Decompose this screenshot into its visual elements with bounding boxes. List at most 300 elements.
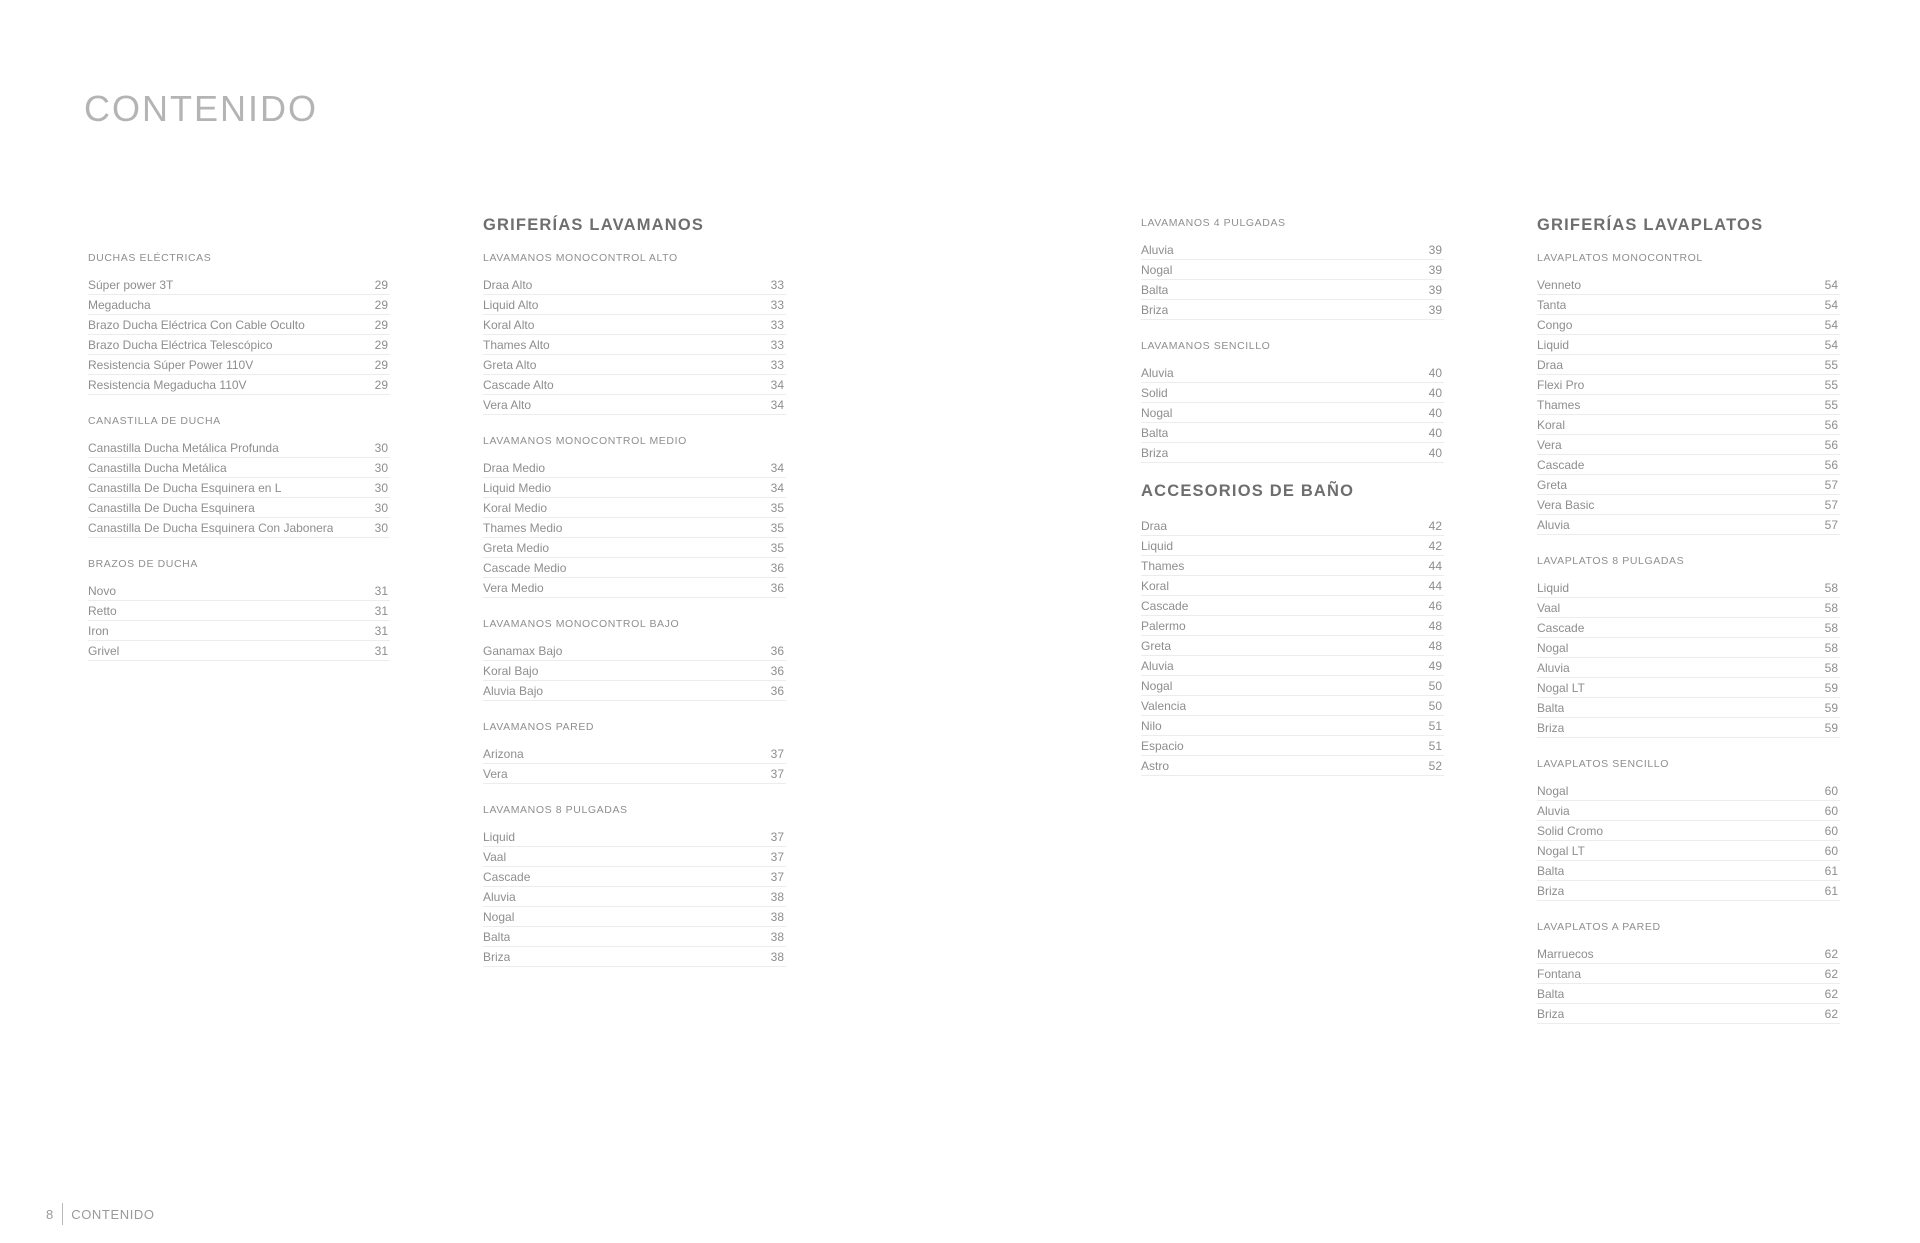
toc-entry-name: Draa [1537, 357, 1564, 372]
toc-group-title: LAVAMANOS MONOCONTROL ALTO [483, 252, 678, 264]
toc-entry[interactable] [483, 578, 786, 598]
toc-entry-name: Aluvia [1537, 803, 1570, 818]
toc-entry-name: Liquid [1537, 580, 1570, 595]
toc-entry[interactable] [1141, 423, 1444, 443]
toc-entry[interactable] [1537, 964, 1840, 984]
toc-entry-page: 37 [770, 829, 784, 844]
toc-entry-page: 52 [1428, 758, 1442, 773]
toc-entry[interactable] [88, 498, 390, 518]
toc-entry-page: 58 [1824, 640, 1838, 655]
toc-entry[interactable] [1537, 315, 1840, 335]
toc-entry-page: 58 [1824, 580, 1838, 595]
toc-entry-name: Ganamax Bajo [483, 643, 563, 658]
page-footer [46, 1203, 155, 1225]
toc-entry[interactable] [1141, 403, 1444, 423]
toc-entry-page: 29 [374, 357, 388, 372]
toc-entry-name: Draa [1141, 518, 1168, 533]
toc-entry-page: 61 [1824, 863, 1838, 878]
toc-entry[interactable] [483, 355, 786, 375]
toc-entry-page: 58 [1824, 600, 1838, 615]
toc-entry-name: Tanta [1537, 297, 1567, 312]
section-title: ACCESORIOS DE BAÑO [1141, 482, 1355, 500]
toc-entry-name: Thames Alto [483, 337, 550, 352]
toc-entry-page: 38 [770, 929, 784, 944]
toc-entry[interactable] [1537, 984, 1840, 1004]
toc-entry-page: 34 [770, 377, 784, 392]
toc-entry-page: 38 [770, 889, 784, 904]
toc-group [1537, 250, 1840, 535]
toc-entry-name: Canastilla Ducha Metálica Profunda [88, 440, 279, 455]
toc-entry[interactable] [1141, 516, 1444, 536]
toc-entry-page: 57 [1824, 477, 1838, 492]
toc-column-4 [1537, 215, 1840, 1042]
toc-entry[interactable] [1537, 1004, 1840, 1024]
toc-group [483, 433, 786, 598]
toc-entry-page: 46 [1428, 598, 1442, 613]
toc-entry[interactable] [483, 275, 786, 295]
toc-entry-name: Nilo [1141, 718, 1162, 733]
toc-column-2 [483, 215, 786, 985]
toc-entry[interactable] [1537, 781, 1840, 801]
toc-entry[interactable] [1141, 383, 1444, 403]
footer-page-number: 8 [46, 1206, 54, 1222]
toc-entry-name: Aluvia [1537, 517, 1570, 532]
toc-entry[interactable] [483, 395, 786, 415]
toc-entry-name: Canastilla De Ducha Esquinera Con Jabonera [88, 520, 334, 535]
toc-entry-page: 30 [374, 500, 388, 515]
toc-group-title: LAVAMANOS MONOCONTROL BAJO [483, 618, 680, 630]
toc-entry[interactable] [1141, 280, 1444, 300]
toc-entry[interactable] [1537, 578, 1840, 598]
toc-group [1141, 516, 1444, 776]
toc-entry[interactable] [1141, 636, 1444, 656]
toc-entry[interactable] [1141, 696, 1444, 716]
toc-entry-name: Nogal [483, 909, 515, 924]
toc-entry-page: 56 [1824, 457, 1838, 472]
toc-entry-name: Briza [483, 949, 511, 964]
toc-entry[interactable] [88, 621, 390, 641]
toc-entry-name: Koral [1141, 578, 1170, 593]
toc-entry-name: Nogal [1537, 640, 1569, 655]
toc-entry-page: 37 [770, 746, 784, 761]
toc-entry[interactable] [1141, 756, 1444, 776]
toc-entry-name: Nogal LT [1537, 843, 1585, 858]
toc-group [88, 250, 390, 395]
toc-entry-page: 39 [1428, 302, 1442, 317]
toc-entry[interactable] [483, 887, 786, 907]
toc-entry-name: Draa Medio [483, 460, 546, 475]
toc-entry[interactable] [1537, 598, 1840, 618]
toc-entry[interactable] [1537, 801, 1840, 821]
toc-entry-page: 35 [770, 540, 784, 555]
toc-entry-name: Venneto [1537, 277, 1582, 292]
toc-group [483, 250, 786, 415]
toc-entry-name: Thames Medio [483, 520, 563, 535]
toc-entry-page: 38 [770, 909, 784, 924]
toc-entry[interactable] [483, 558, 786, 578]
toc-entry-name: Canastilla Ducha Metálica [88, 460, 227, 475]
toc-entry-name: Vera Alto [483, 397, 532, 412]
toc-group [483, 802, 786, 967]
toc-entry-name: Marruecos [1537, 946, 1594, 961]
toc-entry-name: Brazo Ducha Eléctrica Telescópico [88, 337, 273, 352]
toc-entry-page: 55 [1824, 377, 1838, 392]
toc-group-title: LAVAMANOS PARED [483, 721, 595, 733]
toc-entry-page: 62 [1824, 946, 1838, 961]
toc-entry-page: 36 [770, 663, 784, 678]
toc-entry-name: Megaducha [88, 297, 151, 312]
toc-entry[interactable] [1141, 443, 1444, 463]
toc-entry[interactable] [483, 847, 786, 867]
toc-entry[interactable] [1537, 515, 1840, 535]
toc-entry-page: 33 [770, 297, 784, 312]
toc-entry-name: Aluvia [1537, 660, 1570, 675]
toc-group-title: LAVAPLATOS MONOCONTROL [1537, 252, 1703, 264]
toc-entry[interactable] [1141, 676, 1444, 696]
toc-entry-name: Vera [483, 766, 508, 781]
toc-entry-name: Súper power 3T [88, 277, 174, 292]
toc-entry[interactable] [1537, 841, 1840, 861]
toc-group-title: LAVAMANOS SENCILLO [1141, 340, 1271, 352]
toc-entry[interactable] [1537, 295, 1840, 315]
toc-entry[interactable] [88, 335, 390, 355]
toc-entry[interactable] [88, 375, 390, 395]
toc-entry-name: Solid Cromo [1537, 823, 1604, 838]
toc-entry[interactable] [1537, 415, 1840, 435]
toc-group-title: LAVAMANOS 4 PULGADAS [1141, 217, 1286, 229]
toc-entry[interactable] [483, 498, 786, 518]
toc-entry[interactable] [88, 518, 390, 538]
toc-entry-page: 62 [1824, 986, 1838, 1001]
toc-entry[interactable] [1537, 881, 1840, 901]
toc-entry[interactable] [1537, 375, 1840, 395]
toc-entry[interactable] [1537, 678, 1840, 698]
toc-entry-page: 57 [1824, 497, 1838, 512]
toc-entry-page: 36 [770, 643, 784, 658]
toc-entry-page: 29 [374, 277, 388, 292]
toc-entry[interactable] [88, 315, 390, 335]
toc-entry[interactable] [88, 355, 390, 375]
toc-entry-page: 29 [374, 337, 388, 352]
toc-entry-name: Canastilla De Ducha Esquinera [88, 500, 255, 515]
toc-entry-page: 40 [1428, 365, 1442, 380]
toc-group [1141, 338, 1444, 463]
toc-entry-page: 35 [770, 520, 784, 535]
toc-entry-page: 30 [374, 480, 388, 495]
toc-entry[interactable] [1537, 618, 1840, 638]
toc-entry-name: Greta [1537, 477, 1568, 492]
toc-entry-page: 44 [1428, 578, 1442, 593]
toc-entry[interactable] [1141, 576, 1444, 596]
toc-entry-name: Fontana [1537, 966, 1582, 981]
toc-entry-page: 62 [1824, 1006, 1838, 1021]
toc-entry-name: Balta [1141, 425, 1169, 440]
section-title: GRIFERÍAS LAVAMANOS [483, 216, 705, 234]
toc-entry-name: Balta [1537, 863, 1565, 878]
toc-entry[interactable] [483, 947, 786, 967]
toc-entry-page: 37 [770, 766, 784, 781]
toc-entry[interactable] [1141, 363, 1444, 383]
toc-group [483, 616, 786, 701]
toc-entry-page: 31 [374, 623, 388, 638]
toc-entry[interactable] [1537, 475, 1840, 495]
toc-entry-name: Nogal [1141, 678, 1173, 693]
toc-entry-page: 60 [1824, 803, 1838, 818]
toc-entry[interactable] [1537, 718, 1840, 738]
footer-label: CONTENIDO [71, 1206, 155, 1222]
toc-entry[interactable] [88, 295, 390, 315]
toc-entry-page: 39 [1428, 262, 1442, 277]
toc-entry[interactable] [88, 458, 390, 478]
toc-entry[interactable] [1141, 300, 1444, 320]
toc-entry[interactable] [483, 764, 786, 784]
toc-entry-name: Greta Medio [483, 540, 550, 555]
toc-entry-name: Aluvia [483, 889, 516, 904]
toc-entry-page: 54 [1824, 337, 1838, 352]
toc-entry-page: 59 [1824, 700, 1838, 715]
toc-entry-name: Briza [1141, 445, 1169, 460]
toc-entry[interactable] [483, 538, 786, 558]
toc-entry-name: Thames [1141, 558, 1185, 573]
toc-entry-name: Congo [1537, 317, 1573, 332]
toc-entry-name: Aluvia [1141, 658, 1174, 673]
toc-entry[interactable] [483, 478, 786, 498]
toc-entry-name: Draa Alto [483, 277, 533, 292]
toc-entry[interactable] [483, 867, 786, 887]
toc-entry[interactable] [88, 438, 390, 458]
toc-entry[interactable] [483, 458, 786, 478]
toc-entry[interactable] [483, 315, 786, 335]
toc-entry-page: 39 [1428, 282, 1442, 297]
toc-entry-page: 56 [1824, 437, 1838, 452]
toc-entry-name: Flexi Pro [1537, 377, 1585, 392]
toc-entry-name: Retto [88, 603, 117, 618]
section-title: GRIFERÍAS LAVAPLATOS [1537, 216, 1764, 234]
toc-entry-page: 42 [1428, 518, 1442, 533]
toc-entry[interactable] [1537, 638, 1840, 658]
toc-entry-name: Cascade Medio [483, 560, 567, 575]
toc-entry-name: Vera [1537, 437, 1562, 452]
toc-entry-page: 60 [1824, 783, 1838, 798]
toc-entry[interactable] [1537, 335, 1840, 355]
toc-entry-page: 35 [770, 500, 784, 515]
toc-entry-name: Cascade [1537, 457, 1585, 472]
toc-entry[interactable] [483, 518, 786, 538]
toc-entry[interactable] [483, 375, 786, 395]
toc-entry[interactable] [1141, 656, 1444, 676]
toc-entry-page: 33 [770, 357, 784, 372]
toc-entry[interactable] [1537, 435, 1840, 455]
toc-entry-name: Briza [1537, 883, 1565, 898]
toc-entry[interactable] [483, 661, 786, 681]
toc-entry-page: 50 [1428, 698, 1442, 713]
toc-entry-name: Liquid [1141, 538, 1174, 553]
toc-entry-name: Grivel [88, 643, 120, 658]
toc-entry-name: Liquid Alto [483, 297, 539, 312]
toc-entry-page: 40 [1428, 405, 1442, 420]
toc-entry-page: 48 [1428, 638, 1442, 653]
footer-divider [62, 1203, 63, 1225]
toc-entry-name: Cascade [1141, 598, 1189, 613]
toc-entry[interactable] [1141, 536, 1444, 556]
toc-entry-page: 58 [1824, 620, 1838, 635]
toc-entry[interactable] [88, 478, 390, 498]
toc-entry[interactable] [1537, 275, 1840, 295]
toc-entry-page: 34 [770, 397, 784, 412]
toc-entry-name: Valencia [1141, 698, 1187, 713]
toc-entry-page: 49 [1428, 658, 1442, 673]
toc-entry-name: Resistencia Súper Power 110V [88, 357, 254, 372]
toc-entry-page: 60 [1824, 843, 1838, 858]
toc-entry-page: 36 [770, 560, 784, 575]
toc-entry-name: Liquid [1537, 337, 1570, 352]
toc-entry-page: 55 [1824, 357, 1838, 372]
toc-entry[interactable] [1537, 698, 1840, 718]
toc-entry-name: Koral Medio [483, 500, 548, 515]
toc-group-title: LAVAMANOS MONOCONTROL MEDIO [483, 435, 687, 447]
toc-entry-name: Iron [88, 623, 109, 638]
toc-group-title: LAVAPLATOS SENCILLO [1537, 758, 1670, 770]
toc-entry-name: Vaal [1537, 600, 1561, 615]
toc-entry[interactable] [483, 927, 786, 947]
toc-entry-page: 34 [770, 480, 784, 495]
toc-entry-page: 36 [770, 683, 784, 698]
toc-entry-page: 30 [374, 460, 388, 475]
toc-entry-name: Cascade [1537, 620, 1585, 635]
toc-entry-page: 40 [1428, 425, 1442, 440]
toc-entry-name: Nogal [1537, 783, 1569, 798]
toc-entry-name: Briza [1537, 720, 1565, 735]
toc-column-1 [88, 215, 390, 679]
toc-entry-name: Koral Bajo [483, 663, 539, 678]
toc-entry[interactable] [1537, 395, 1840, 415]
toc-group [1141, 215, 1444, 320]
toc-entry[interactable] [1537, 495, 1840, 515]
toc-entry-page: 29 [374, 377, 388, 392]
toc-entry-page: 33 [770, 337, 784, 352]
toc-entry-page: 42 [1428, 538, 1442, 553]
toc-entry[interactable] [1141, 616, 1444, 636]
toc-entry-page: 54 [1824, 317, 1838, 332]
toc-entry-page: 51 [1428, 718, 1442, 733]
toc-entry[interactable] [88, 601, 390, 621]
toc-entry[interactable] [88, 275, 390, 295]
toc-entry[interactable] [483, 681, 786, 701]
toc-entry[interactable] [1141, 736, 1444, 756]
toc-entry[interactable] [483, 907, 786, 927]
toc-group-title: LAVAMANOS 8 PULGADAS [483, 804, 628, 816]
toc-group-title: BRAZOS DE DUCHA [88, 558, 198, 570]
toc-entry-name: Cascade Alto [483, 377, 554, 392]
toc-entry[interactable] [1537, 861, 1840, 881]
toc-entry-name: Balta [1537, 986, 1565, 1001]
toc-entry[interactable] [1141, 716, 1444, 736]
toc-entry-name: Liquid Medio [483, 480, 552, 495]
toc-entry-name: Koral [1537, 417, 1566, 432]
toc-group-title: LAVAPLATOS A PARED [1537, 921, 1661, 933]
toc-entry-name: Novo [88, 583, 117, 598]
toc-entry-page: 37 [770, 869, 784, 884]
toc-entry-page: 56 [1824, 417, 1838, 432]
toc-entry-page: 60 [1824, 823, 1838, 838]
toc-column-3 [1141, 215, 1444, 794]
toc-entry-page: 59 [1824, 680, 1838, 695]
toc-entry-page: 33 [770, 277, 784, 292]
toc-group [88, 413, 390, 538]
toc-group-title: LAVAPLATOS 8 PULGADAS [1537, 555, 1685, 567]
toc-entry-page: 40 [1428, 385, 1442, 400]
toc-entry-name: Aluvia [1141, 242, 1174, 257]
toc-entry-name: Briza [1537, 1006, 1565, 1021]
toc-group-title: DUCHAS ELÉCTRICAS [88, 252, 212, 264]
toc-entry[interactable] [88, 581, 390, 601]
toc-entry-page: 48 [1428, 618, 1442, 633]
toc-entry[interactable] [1537, 355, 1840, 375]
toc-entry-page: 54 [1824, 277, 1838, 292]
toc-entry-name: Balta [1537, 700, 1565, 715]
toc-entry-page: 29 [374, 297, 388, 312]
toc-entry-name: Astro [1141, 758, 1170, 773]
toc-entry[interactable] [483, 295, 786, 315]
toc-entry[interactable] [483, 641, 786, 661]
toc-entry-page: 59 [1824, 720, 1838, 735]
toc-entry-page: 36 [770, 580, 784, 595]
toc-entry-name: Canastilla De Ducha Esquinera en L [88, 480, 282, 495]
toc-entry-page: 33 [770, 317, 784, 332]
toc-entry[interactable] [88, 641, 390, 661]
toc-entry-name: Vaal [483, 849, 507, 864]
toc-entry-page: 51 [1428, 738, 1442, 753]
toc-entry[interactable] [483, 827, 786, 847]
toc-entry[interactable] [1141, 260, 1444, 280]
toc-entry-name: Brazo Ducha Eléctrica Con Cable Oculto [88, 317, 305, 332]
toc-entry[interactable] [1141, 240, 1444, 260]
toc-entry-name: Balta [483, 929, 511, 944]
toc-entry-name: Vera Medio [483, 580, 544, 595]
toc-entry-page: 57 [1824, 517, 1838, 532]
toc-entry-name: Vera Basic [1537, 497, 1595, 512]
toc-group [483, 719, 786, 784]
toc-entry-name: Briza [1141, 302, 1169, 317]
toc-entry-name: Palermo [1141, 618, 1186, 633]
toc-entry[interactable] [1537, 944, 1840, 964]
toc-group [1537, 553, 1840, 738]
toc-entry-page: 40 [1428, 445, 1442, 460]
toc-entry-name: Solid [1141, 385, 1168, 400]
toc-entry-page: 54 [1824, 297, 1838, 312]
toc-group [88, 556, 390, 661]
toc-entry-name: Aluvia [1141, 365, 1174, 380]
toc-entry[interactable] [1537, 455, 1840, 475]
toc-entry-name: Greta [1141, 638, 1172, 653]
toc-entry[interactable] [1537, 821, 1840, 841]
toc-entry[interactable] [1537, 658, 1840, 678]
toc-entry-page: 30 [374, 440, 388, 455]
toc-entry-name: Aluvia Bajo [483, 683, 544, 698]
toc-entry-name: Arizona [483, 746, 524, 761]
toc-entry[interactable] [483, 335, 786, 355]
toc-entry-name: Balta [1141, 282, 1169, 297]
toc-entry[interactable] [1141, 556, 1444, 576]
toc-entry-page: 31 [374, 583, 388, 598]
toc-entry[interactable] [1141, 596, 1444, 616]
toc-entry-page: 29 [374, 317, 388, 332]
toc-entry-page: 55 [1824, 397, 1838, 412]
page-title: CONTENIDO [84, 88, 318, 129]
toc-entry[interactable] [483, 744, 786, 764]
toc-entry-page: 37 [770, 849, 784, 864]
toc-entry-name: Espacio [1141, 738, 1184, 753]
